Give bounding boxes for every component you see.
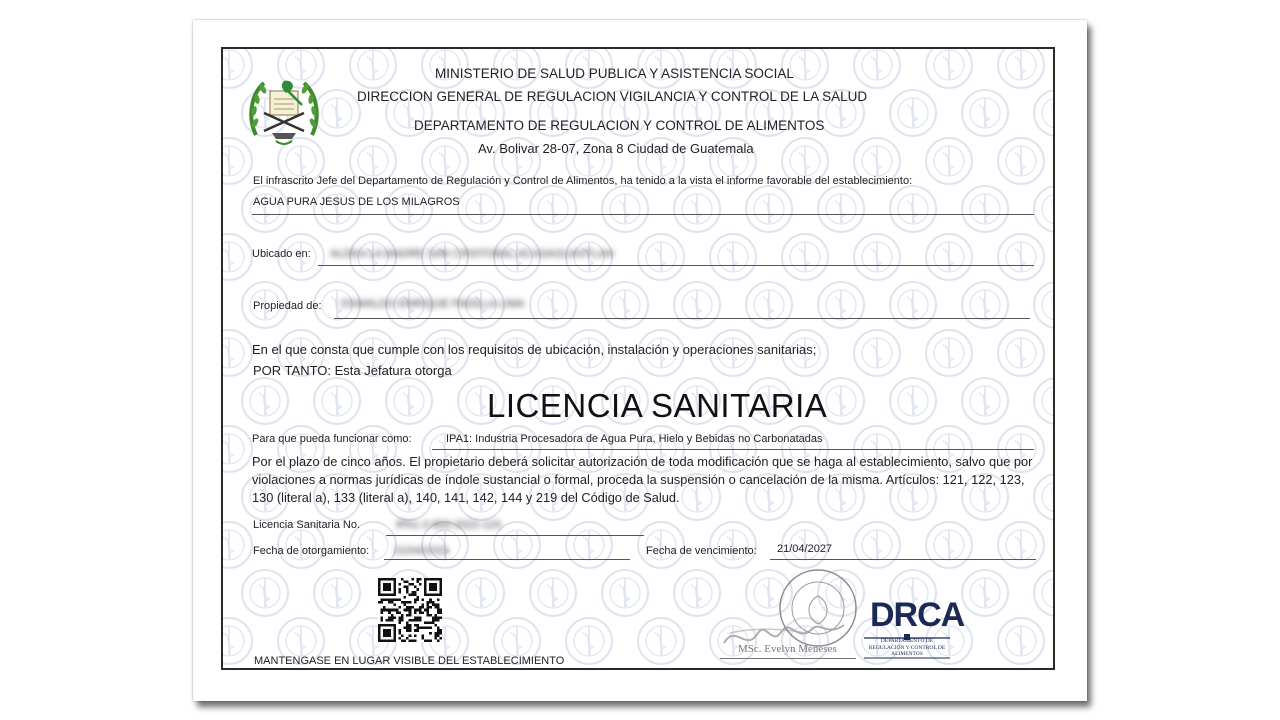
location-underline xyxy=(318,265,1034,266)
watermark-seal-icon xyxy=(995,615,1047,667)
department-title: DEPARTAMENTO DE REGULACION Y CONTROL DE ALIMENTOS xyxy=(414,118,825,133)
watermark-seal-icon xyxy=(851,47,903,91)
watermark-seal-icon xyxy=(995,327,1047,379)
watermark-seal-icon xyxy=(1031,87,1055,139)
function-label: Para que pueda funcionar como: xyxy=(252,433,412,445)
watermark-seal-icon xyxy=(995,135,1047,187)
watermark-seal-icon xyxy=(959,567,1011,619)
watermark-seal-icon xyxy=(311,375,363,427)
watermark-seal-icon xyxy=(851,519,903,571)
watermark-seal-icon xyxy=(1031,279,1055,331)
license-number-label: Licencia Sanitaria No. xyxy=(253,519,361,531)
watermark-seal-icon xyxy=(221,231,255,283)
establishment-underline xyxy=(252,214,1034,215)
watermark-seal-icon xyxy=(221,615,255,667)
watermark-seal-icon xyxy=(707,231,759,283)
watermark-seal-icon xyxy=(959,183,1011,235)
issue-date-underline xyxy=(384,559,630,560)
watermark-seal-icon xyxy=(923,327,975,379)
watermark-seal-icon xyxy=(887,279,939,331)
signatory-name: MSc. Evelyn Meneses xyxy=(738,643,837,655)
compliance-text: En el que consta que cumple con los requisitos de ubicación, instalación y operaciones sanitarias; xyxy=(252,342,817,357)
watermark-seal-icon xyxy=(743,279,795,331)
watermark-seal-icon xyxy=(1031,375,1055,427)
watermark-seal-icon xyxy=(887,183,939,235)
watermark-seal-icon xyxy=(383,183,435,235)
therefore-text: POR TANTO: Esta Jefatura otorga xyxy=(253,363,452,378)
watermark-seal-icon xyxy=(959,87,1011,139)
watermark-seal-icon xyxy=(527,567,579,619)
location-value: ALDEA LA MADRE SAN CRISTOBAL ACASAGUASTLAN xyxy=(330,248,614,260)
expiry-date-label: Fecha de vencimiento: xyxy=(646,545,757,557)
watermark-seal-icon xyxy=(923,519,975,571)
watermark-seal-icon xyxy=(527,183,579,235)
watermark-seal-icon xyxy=(239,567,291,619)
watermark-seal-icon xyxy=(563,519,615,571)
footer-notice: MANTENGASE EN LUGAR VISIBLE DEL ESTABLECIMIENTO xyxy=(254,655,565,667)
qr-code[interactable] xyxy=(378,578,442,642)
expiry-date-underline xyxy=(770,559,1036,560)
watermark-seal-icon xyxy=(815,279,867,331)
watermark-seal-icon xyxy=(563,615,615,667)
watermark-seal-icon xyxy=(599,567,651,619)
license-title: LICENCIA SANITARIA xyxy=(487,387,828,424)
guatemala-coat-of-arms-icon xyxy=(246,73,322,149)
intro-text: El infrascrito Jefe del Departamento de Regulación y Control de Alimentos, ha tenido a la vista el informe favorable del establecimiento: xyxy=(253,175,913,187)
watermark-seal-icon xyxy=(311,567,363,619)
official-stamp xyxy=(776,566,860,650)
drca-subtitle: DEPARTAMENTO DE REGULACIÓN Y CONTROL DE ALIMENTOS xyxy=(868,638,946,657)
watermark-seal-icon xyxy=(455,567,507,619)
address-line: Av. Bolivar 28-07, Zona 8 Ciudad de Guatemala xyxy=(478,141,754,156)
owner-value: OSWALDO ENRIQUE PADILLA LIMA xyxy=(340,298,525,310)
watermark-seal-icon xyxy=(599,279,651,331)
terms-paragraph: Por el plazo de cinco años. El propietario deberá solicitar autorización de toda modificación que se haga al establecimiento, salvo que por violaciones a normas jurídicas de índole sustancial o formal, proceda la suspensión o cancelación de la misma. Artículos: 121, 122, 123, 130 (literal a), 133 (literal a), 140, 141, 142, 144 y 219 del Código de Salud. xyxy=(252,454,1033,505)
watermark-seal-icon xyxy=(239,183,291,235)
watermark-seal-icon xyxy=(743,183,795,235)
watermark-seal-icon xyxy=(455,183,507,235)
watermark-seal-icon xyxy=(923,231,975,283)
ministry-title: MINISTERIO DE SALUD PUBLICA Y ASISTENCIA SOCIAL xyxy=(435,66,794,81)
function-underline xyxy=(432,449,1034,450)
expiry-date-value: 21/04/2027 xyxy=(777,543,833,555)
watermark-seal-icon xyxy=(995,231,1047,283)
watermark-seal-icon xyxy=(959,279,1011,331)
watermark-seal-icon xyxy=(851,327,903,379)
owner-label: Propiedad de: xyxy=(253,300,322,312)
establishment-name: AGUA PURA JESUS DE LOS MILAGROS xyxy=(253,196,460,208)
watermark-seal-icon xyxy=(887,87,939,139)
directorate-title: DIRECCION GENERAL DE REGULACION VIGILANCIA Y CONTROL DE LA SALUD xyxy=(357,89,868,104)
watermark-seal-icon xyxy=(887,375,939,427)
watermark-seal-icon xyxy=(221,327,255,379)
watermark-seal-icon xyxy=(815,183,867,235)
issue-date-label: Fecha de otorgamiento: xyxy=(253,545,370,557)
watermark-seal-icon xyxy=(239,375,291,427)
watermark-seal-icon xyxy=(1031,183,1055,235)
watermark-seal-icon xyxy=(221,519,255,571)
watermark-seal-icon xyxy=(923,47,975,91)
watermark-seal-icon xyxy=(311,183,363,235)
issue-date-value: 21/04/2022 xyxy=(394,545,450,557)
watermark-seal-icon xyxy=(1031,567,1055,619)
watermark-seal-icon xyxy=(221,423,255,475)
watermark-seal-icon xyxy=(779,231,831,283)
watermark-seal-icon xyxy=(347,47,399,91)
watermark-seal-icon xyxy=(383,375,435,427)
watermark-seal-icon xyxy=(671,183,723,235)
watermark-seal-icon xyxy=(671,279,723,331)
owner-underline xyxy=(334,318,1030,319)
drca-abbreviation: DRCA xyxy=(870,596,965,634)
watermark-seal-icon xyxy=(851,231,903,283)
watermark-seal-icon xyxy=(635,231,687,283)
location-label: Ubicado en: xyxy=(252,248,311,260)
license-number-value: IPA1-2-800-2022-124 xyxy=(396,519,501,531)
signature-line xyxy=(720,658,856,659)
watermark-seal-icon xyxy=(959,375,1011,427)
function-value: IPA1: Industria Procesadora de Agua Pura, Hielo y Bebidas no Carbonatadas xyxy=(446,433,823,445)
license-number-underline xyxy=(386,535,644,536)
watermark-seal-icon xyxy=(995,47,1047,91)
watermark-seal-icon xyxy=(923,135,975,187)
watermark-seal-icon xyxy=(527,279,579,331)
watermark-seal-icon xyxy=(995,519,1047,571)
watermark-seal-icon xyxy=(599,183,651,235)
watermark-seal-icon xyxy=(635,615,687,667)
